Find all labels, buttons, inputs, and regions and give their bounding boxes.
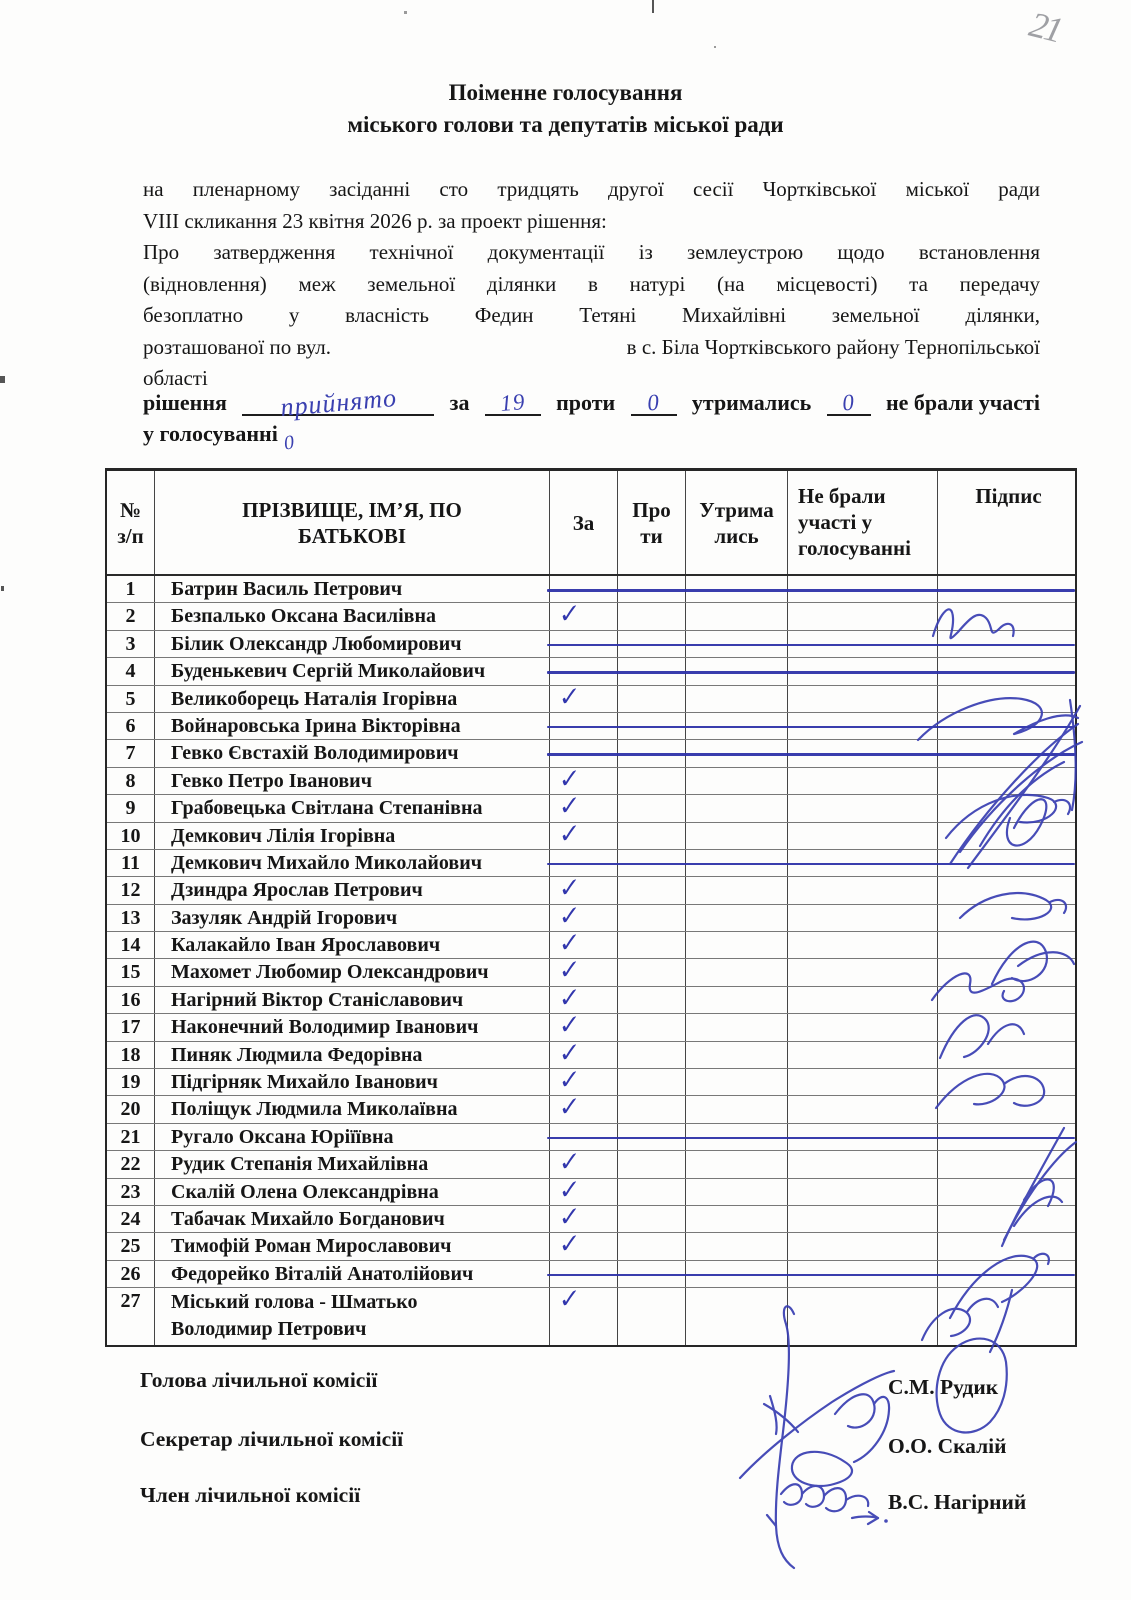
row-number: 26 xyxy=(120,1262,141,1285)
vote-abstained-cell xyxy=(685,1288,787,1345)
table-header-row xyxy=(107,471,1075,576)
decision-summary xyxy=(143,382,1040,455)
vote-check-icon: ✓ xyxy=(558,682,581,713)
vote-abstained-cell xyxy=(685,905,787,931)
vote-not-voted-cell xyxy=(787,823,937,849)
vote-not-voted-cell xyxy=(787,987,937,1013)
row-number: 19 xyxy=(120,1071,141,1094)
signature-footer xyxy=(764,1404,798,1432)
not-voted-label-2: у голосуванні xyxy=(143,421,278,446)
abstained-blank xyxy=(827,389,871,416)
table-row xyxy=(107,983,1075,1014)
header-not-voted: Не брали участі у голосуванні xyxy=(787,471,937,574)
vote-not-voted-cell xyxy=(787,932,937,958)
header-against: Про ти xyxy=(617,471,685,574)
vote-not-voted-cell xyxy=(787,795,937,821)
row-number: 2 xyxy=(125,605,136,628)
za-label: за xyxy=(449,390,470,415)
vote-check-icon: ✓ xyxy=(558,764,581,795)
vote-check-icon: ✓ xyxy=(558,1202,581,1233)
table-row xyxy=(107,1010,1075,1041)
vote-against-cell xyxy=(617,1151,685,1177)
vote-against-cell xyxy=(617,987,685,1013)
vote-check-icon: ✓ xyxy=(558,956,581,986)
vote-not-voted-cell xyxy=(787,877,937,903)
signature-cell xyxy=(937,1233,1079,1259)
vote-against-cell xyxy=(617,1206,685,1232)
table-row xyxy=(107,1261,1075,1288)
against-blank xyxy=(631,389,677,416)
deputy-name: Буденькевич Сергій Миколайович xyxy=(154,658,549,684)
vote-abstained-cell xyxy=(685,823,787,849)
row-number: 12 xyxy=(120,879,141,902)
signature-ink-dot xyxy=(884,1519,888,1523)
vote-not-voted-cell xyxy=(787,1233,937,1259)
vote-check-icon: ✓ xyxy=(558,1147,581,1178)
signature-cell xyxy=(937,987,1079,1013)
header-name: ПРІЗВИЩЕ, ІМ’Я, ПО БАТЬКОВІ xyxy=(154,471,549,574)
vote-for-cell xyxy=(549,1010,617,1041)
signature-footer xyxy=(846,1496,868,1506)
document-subtitle: міського голови та депутатів міської ради xyxy=(347,112,784,137)
commission-member-name: В.С. Нагірний xyxy=(888,1490,1027,1514)
vote-against-cell xyxy=(617,1096,685,1122)
table-row xyxy=(107,1038,1075,1069)
vote-against-cell xyxy=(617,686,685,712)
signature-footer xyxy=(792,1452,852,1486)
scan-artifact xyxy=(0,376,5,383)
signature-cell xyxy=(937,686,1079,712)
absent-strike-line xyxy=(547,671,1075,674)
signature-footer xyxy=(824,1488,846,1511)
table-row xyxy=(107,956,1075,986)
signature-cell xyxy=(937,877,1079,903)
vote-check-icon: ✓ xyxy=(558,1010,581,1041)
header-for: За xyxy=(549,471,617,574)
vote-for-cell xyxy=(549,791,617,822)
scan-artifact xyxy=(714,46,716,48)
absent-strike-line xyxy=(547,753,1075,756)
deputy-name: Ругало Оксана Юріїївна xyxy=(154,1124,549,1150)
signature-footer xyxy=(740,1371,894,1478)
handwritten-abstained-count: 0 xyxy=(841,389,857,416)
row-number: 22 xyxy=(120,1153,141,1176)
vote-for-cell xyxy=(549,873,617,904)
vote-check-icon: ✓ xyxy=(558,1175,581,1206)
table-row xyxy=(107,576,1075,603)
vote-abstained-cell xyxy=(685,795,787,821)
handwritten-page-number: 21 xyxy=(1025,3,1065,51)
vote-against-cell xyxy=(617,1069,685,1095)
project-line: Про затвердження технічної документації із землеустрою щодо встановлення xyxy=(143,240,1040,264)
signature-cell xyxy=(937,795,1079,821)
vote-check-icon: ✓ xyxy=(558,928,581,959)
deputy-name: Пиняк Людмила Федорівна xyxy=(154,1042,549,1068)
signature-footer xyxy=(770,1396,777,1434)
signature-footer xyxy=(802,1486,824,1507)
vote-check-icon: ✓ xyxy=(558,901,581,932)
vote-for-cell xyxy=(549,764,617,795)
signature-cell xyxy=(937,959,1079,985)
deputy-name: Грабовецька Світлана Степанівна xyxy=(154,795,549,821)
table-row xyxy=(107,873,1075,904)
row-number: 1 xyxy=(125,578,136,600)
signature-cell xyxy=(937,1288,1079,1345)
vote-against-cell xyxy=(617,1233,685,1259)
vote-against-cell xyxy=(617,1014,685,1040)
signature-cell xyxy=(937,1069,1079,1095)
deputy-name: Демкович Михайло Миколайович xyxy=(154,850,549,876)
absent-strike-line xyxy=(547,644,1075,647)
deputy-name: Демкович Лілія Ігорівна xyxy=(154,823,549,849)
signature-cell xyxy=(937,768,1079,794)
deputy-name: Підгірняк Михайло Іванович xyxy=(154,1069,549,1095)
za-blank xyxy=(485,389,541,416)
signature-cell xyxy=(937,1151,1079,1177)
vote-for-cell xyxy=(549,956,617,986)
vote-for-cell xyxy=(549,983,617,1014)
row-number: 15 xyxy=(120,961,141,984)
vote-check-icon: ✓ xyxy=(558,1229,581,1260)
signature-cell xyxy=(937,1179,1079,1205)
table-row xyxy=(107,740,1075,767)
deputy-name: Войнаровська Ірина Вікторівна xyxy=(154,713,549,739)
vote-against-cell xyxy=(617,1042,685,1068)
vote-not-voted-cell xyxy=(787,768,937,794)
project-line: безоплатно у власність Федин Тетяні Михайлівні земельної ділянки, xyxy=(143,303,1040,327)
project-street-line xyxy=(143,332,1040,364)
vote-not-voted-cell xyxy=(787,1069,937,1095)
vote-not-voted-cell xyxy=(787,1288,937,1345)
deputy-name: Великоборець Наталія Ігорівна xyxy=(154,686,549,712)
signature-cell xyxy=(937,1014,1079,1040)
signature-cell xyxy=(937,823,1079,849)
deputy-name: Калакайло Іван Ярославович xyxy=(154,932,549,958)
vote-not-voted-cell xyxy=(787,959,937,985)
vote-for-cell xyxy=(549,599,617,630)
vote-not-voted-cell xyxy=(787,1151,937,1177)
vote-check-icon: ✓ xyxy=(558,1065,581,1096)
header-signature: Підпис xyxy=(937,471,1079,574)
vote-abstained-cell xyxy=(685,1233,787,1259)
signature-footer xyxy=(767,1515,776,1526)
vote-abstained-cell xyxy=(685,1151,787,1177)
deputy-name: Поліщук Людмила Миколаївна xyxy=(154,1096,549,1122)
row-number: 8 xyxy=(125,769,136,792)
signature-footer xyxy=(854,1397,889,1462)
table-row xyxy=(107,631,1075,658)
header-abstained: Утрима лись xyxy=(685,471,787,574)
handwritten-decision-result: прийнято xyxy=(279,382,399,423)
deputy-name: Рудик Степанія Михайлівна xyxy=(154,1151,549,1177)
absent-strike-line xyxy=(547,1137,1075,1140)
row-number: 11 xyxy=(121,851,140,874)
deputy-name: Табачак Михайло Богданович xyxy=(154,1206,549,1232)
vote-abstained-cell xyxy=(685,959,787,985)
vote-check-icon: ✓ xyxy=(558,1284,581,1315)
signature-cell xyxy=(937,603,1079,629)
table-row xyxy=(107,1229,1075,1260)
row-number: 17 xyxy=(120,1016,141,1039)
scan-artifact xyxy=(1,586,4,591)
vote-not-voted-cell xyxy=(787,1206,937,1232)
vote-against-cell xyxy=(617,823,685,849)
absent-strike-line xyxy=(547,1274,1075,1277)
vote-against-cell xyxy=(617,1288,685,1345)
table-row xyxy=(107,682,1075,713)
vote-abstained-cell xyxy=(685,877,787,903)
table-row xyxy=(107,1065,1075,1096)
abstained-label: утримались xyxy=(691,390,812,415)
project-line: (відновлення) меж земельної ділянки в натурі (на місцевості) та передачу xyxy=(143,271,1040,296)
signature-footer xyxy=(868,1512,878,1524)
signature-cell xyxy=(937,1206,1079,1232)
vote-check-icon: ✓ xyxy=(558,1092,581,1123)
table-row xyxy=(107,1202,1075,1233)
row-number: 14 xyxy=(120,934,141,957)
table-row xyxy=(107,819,1075,850)
table-row xyxy=(107,1092,1075,1123)
vote-check-icon: ✓ xyxy=(558,599,581,630)
vote-abstained-cell xyxy=(685,1179,787,1205)
commission-member-name: О.О. Скалій xyxy=(888,1434,1007,1458)
commission-role-label: Голова лічильної комісії xyxy=(140,1368,378,1392)
vote-against-cell xyxy=(617,877,685,903)
row-number: 6 xyxy=(125,714,136,737)
handwritten-against-count: 0 xyxy=(646,389,662,416)
document-title: Поіменне голосування xyxy=(448,80,683,105)
vote-against-cell xyxy=(617,959,685,985)
table-row xyxy=(107,764,1075,795)
deputy-name: Федорейко Віталій Анатолійович xyxy=(154,1261,549,1287)
vote-for-cell xyxy=(549,1147,617,1178)
handwritten-za-count: 19 xyxy=(499,388,527,417)
vote-abstained-cell xyxy=(685,932,787,958)
signature-cell xyxy=(937,905,1079,931)
vote-against-cell xyxy=(617,795,685,821)
deputy-name: Гевко Євстахій Володимирович xyxy=(154,740,549,766)
table-row xyxy=(107,599,1075,630)
vote-check-icon: ✓ xyxy=(558,873,581,904)
row-number: 18 xyxy=(120,1043,141,1066)
vote-against-cell xyxy=(617,1179,685,1205)
row-number: 24 xyxy=(120,1207,141,1230)
vote-for-cell xyxy=(549,1284,617,1345)
commission-member-name: С.М. Рудик xyxy=(888,1375,999,1399)
deputy-name: Батрин Василь Петрович xyxy=(154,576,549,602)
decision-result-blank xyxy=(242,382,434,423)
row-number: 3 xyxy=(125,632,136,655)
vote-for-cell xyxy=(549,682,617,713)
deputy-name: Наконечний Володимир Іванович xyxy=(154,1014,549,1040)
vote-for-cell xyxy=(549,819,617,849)
signature-cell xyxy=(937,932,1079,958)
project-line: області xyxy=(143,366,208,390)
vote-abstained-cell xyxy=(685,987,787,1013)
signature-footer xyxy=(781,1484,802,1505)
vote-for-cell xyxy=(549,1202,617,1233)
vote-abstained-cell xyxy=(685,1014,787,1040)
row-number: 9 xyxy=(125,797,136,820)
vote-not-voted-cell xyxy=(787,1096,937,1122)
vote-not-voted-cell xyxy=(787,1179,937,1205)
table-row xyxy=(107,1175,1075,1206)
row-number: 20 xyxy=(120,1098,141,1121)
session-line: на пленарному засіданні сто тридцять другої сесії Чортківської міської ради xyxy=(143,177,1040,201)
vote-not-voted-cell xyxy=(787,603,937,629)
scan-artifact xyxy=(404,11,407,14)
row-number: 25 xyxy=(120,1235,141,1258)
table-row xyxy=(107,1284,1075,1345)
vote-against-cell xyxy=(617,932,685,958)
vote-for-cell xyxy=(549,928,617,959)
vote-abstained-cell xyxy=(685,1069,787,1095)
deputy-name: Гевко Петро Іванович xyxy=(154,768,549,794)
row-number: 16 xyxy=(120,988,141,1011)
vote-for-cell xyxy=(549,1092,617,1123)
signature-cell xyxy=(937,1042,1079,1068)
table-row xyxy=(107,901,1075,932)
vote-abstained-cell xyxy=(685,686,787,712)
row-number: 21 xyxy=(120,1125,141,1148)
commission-role-label: Секретар лічильної комісії xyxy=(140,1427,404,1451)
absent-strike-line xyxy=(547,589,1075,592)
deputy-name: Міський голова - Шматько Володимир Петрович xyxy=(154,1288,549,1345)
vote-for-cell xyxy=(549,1229,617,1260)
table-body xyxy=(107,576,1075,1345)
row-number: 4 xyxy=(125,660,136,683)
vote-for-cell xyxy=(549,1038,617,1069)
table-row xyxy=(107,1147,1075,1178)
vote-abstained-cell xyxy=(685,768,787,794)
vote-check-icon: ✓ xyxy=(558,791,581,822)
row-number: 13 xyxy=(120,906,141,929)
vote-abstained-cell xyxy=(685,603,787,629)
vote-check-icon: ✓ xyxy=(558,983,581,1014)
vote-not-voted-cell xyxy=(787,1042,937,1068)
document-body-text xyxy=(143,174,1040,395)
row-number: 27 xyxy=(120,1290,141,1313)
table-row xyxy=(107,1124,1075,1151)
signature-cell xyxy=(937,1096,1079,1122)
village-label: в с. Біла Чортківського району Тернопільської xyxy=(626,334,1040,359)
vote-abstained-cell xyxy=(685,1206,787,1232)
deputy-name: Скалій Олена Олександрівна xyxy=(154,1179,549,1205)
deputy-name: Дзиндра Ярослав Петрович xyxy=(154,877,549,903)
deputy-name: Безпалько Оксана Василівна xyxy=(154,603,549,629)
vote-for-cell xyxy=(549,1065,617,1096)
session-line: VIII скликання 23 квітня 2026 р. за проект рішення: xyxy=(143,208,607,233)
scan-artifact xyxy=(652,0,654,13)
deputy-name: Білик Олександр Любомирович xyxy=(154,631,549,657)
row-number: 7 xyxy=(125,742,136,765)
row-number: 23 xyxy=(120,1180,141,1203)
vote-against-cell xyxy=(617,603,685,629)
table-row xyxy=(107,791,1075,822)
roll-call-voting-table xyxy=(105,468,1077,1347)
table-row xyxy=(107,850,1075,877)
vote-not-voted-cell xyxy=(787,686,937,712)
decision-label: рішення xyxy=(143,390,227,415)
row-number: 5 xyxy=(125,687,136,710)
vote-against-cell xyxy=(617,905,685,931)
deputy-name: Махомет Любомир Олександрович xyxy=(154,959,549,985)
vote-not-voted-cell xyxy=(787,1014,937,1040)
table-row xyxy=(107,713,1075,740)
table-row xyxy=(107,658,1075,685)
handwritten-not-voted-count: 0 xyxy=(282,431,297,455)
vote-for-cell xyxy=(549,1175,617,1206)
vote-check-icon: ✓ xyxy=(558,819,581,849)
vote-against-cell xyxy=(617,768,685,794)
vote-abstained-cell xyxy=(685,1096,787,1122)
header-number: № з/п xyxy=(117,497,144,548)
vote-not-voted-cell xyxy=(787,905,937,931)
deputy-name: Тимофій Роман Мирославович xyxy=(154,1233,549,1259)
signature-footer xyxy=(852,1517,878,1519)
not-voted-label: не брали участі xyxy=(885,390,1040,415)
vote-for-cell xyxy=(549,901,617,932)
signature-footer xyxy=(835,1394,875,1427)
vote-check-icon: ✓ xyxy=(558,1038,581,1069)
deputy-name: Нагірний Віктор Станіславович xyxy=(154,987,549,1013)
street-label: розташованої по вул. xyxy=(143,334,331,359)
vote-abstained-cell xyxy=(685,1042,787,1068)
commission-role-label: Член лічильної комісії xyxy=(140,1483,361,1507)
row-number: 10 xyxy=(120,824,141,847)
against-label: проти xyxy=(556,390,616,415)
deputy-name: Зазуляк Андрій Ігорович xyxy=(154,905,549,931)
table-row xyxy=(107,928,1075,959)
